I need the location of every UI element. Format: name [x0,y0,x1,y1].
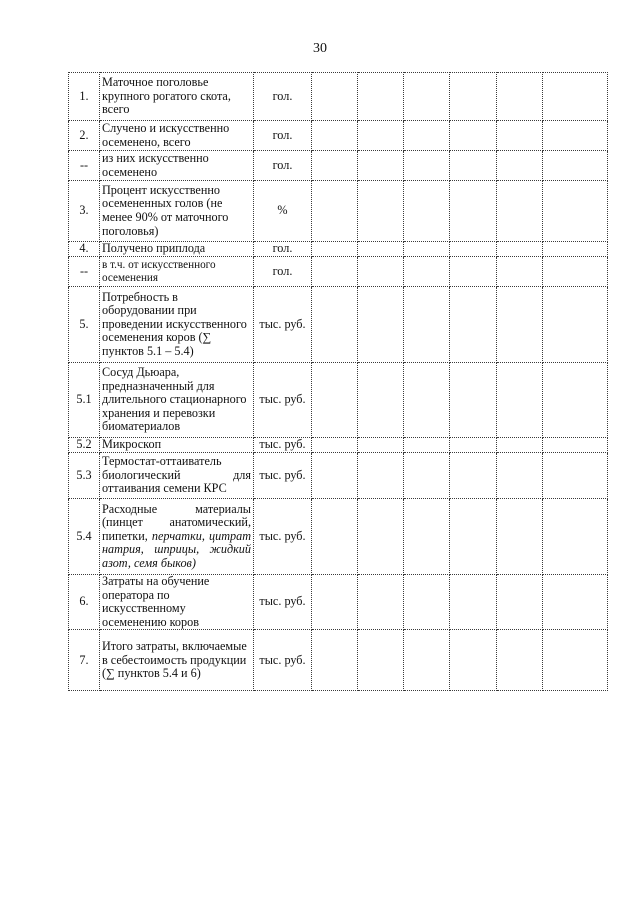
row-description-plain: Расходные материалы (пинцет анатомический, пипетки, [102,501,251,543]
row-description: Процент искусственно осемененных голов (не менее 90% от маточного поголовья) [100,181,254,242]
value-cell[interactable] [497,181,543,242]
row-number: -- [69,151,100,181]
row-description: в т.ч. от искусственного осеменения [100,257,254,287]
row-description: Получено приплода [100,242,254,257]
row-description: Микроскоп [100,438,254,453]
value-cell[interactable] [358,151,404,181]
value-cell[interactable] [497,499,543,575]
row-unit: тыс. руб. [254,287,312,363]
value-cell[interactable] [404,363,450,438]
value-cell[interactable] [497,453,543,499]
row-description: Затраты на обучение оператора по искусственному осеменению коров [100,575,254,630]
row-unit: гол. [254,121,312,151]
row-description: Потребность в оборудовании при проведении искусственного осеменения коров (∑ пунктов 5.1 – 5.4) [100,287,254,363]
value-cell[interactable] [543,499,608,575]
value-cell[interactable] [404,181,450,242]
table-row [69,257,608,287]
value-cell[interactable] [450,453,497,499]
value-cell[interactable] [404,438,450,453]
row-number: 7. [69,630,100,691]
value-cell[interactable] [543,630,608,691]
value-cell[interactable] [358,630,404,691]
row-description: Итого затраты, включаемые в себестоимость продукции (∑ пунктов 5.4 и 6) [100,630,254,691]
value-cell[interactable] [312,363,358,438]
value-cell[interactable] [497,287,543,363]
value-cell[interactable] [404,121,450,151]
value-cell[interactable] [312,630,358,691]
table-row [69,181,608,242]
value-cell[interactable] [497,73,543,121]
value-cell[interactable] [358,287,404,363]
value-cell[interactable] [312,499,358,575]
value-cell[interactable] [543,242,608,257]
value-cell[interactable] [543,438,608,453]
table-row [69,575,608,630]
table-row [69,363,608,438]
row-unit: тыс. руб. [254,575,312,630]
value-cell[interactable] [543,73,608,121]
value-cell[interactable] [358,453,404,499]
value-cell[interactable] [312,257,358,287]
value-cell[interactable] [358,121,404,151]
value-cell[interactable] [543,453,608,499]
value-cell[interactable] [312,151,358,181]
value-cell[interactable] [404,287,450,363]
row-description: Маточное поголовье крупного рогатого скота, всего [100,73,254,121]
row-unit: гол. [254,73,312,121]
table-row [69,630,608,691]
value-cell[interactable] [312,287,358,363]
value-cell[interactable] [312,438,358,453]
value-cell[interactable] [358,257,404,287]
value-cell[interactable] [450,499,497,575]
value-cell[interactable] [450,73,497,121]
value-cell[interactable] [358,575,404,630]
value-cell[interactable] [312,73,358,121]
value-cell[interactable] [543,257,608,287]
value-cell[interactable] [312,242,358,257]
row-number: 5.3 [69,453,100,499]
row-unit: тыс. руб. [254,438,312,453]
value-cell[interactable] [497,242,543,257]
value-cell[interactable] [312,121,358,151]
row-description: Сосуд Дьюара, предназначенный для длительного стационарного хранения и перевозки биоматериалов [100,363,254,438]
value-cell[interactable] [450,630,497,691]
row-unit: тыс. руб. [254,499,312,575]
value-cell[interactable] [358,73,404,121]
row-number: 4. [69,242,100,257]
table-row [69,151,608,181]
value-cell[interactable] [312,181,358,242]
row-unit: гол. [254,151,312,181]
value-cell[interactable] [450,121,497,151]
value-cell[interactable] [404,257,450,287]
table-row [69,121,608,151]
table-row [69,287,608,363]
value-cell[interactable] [404,73,450,121]
row-unit: гол. [254,242,312,257]
row-number: -- [69,257,100,287]
value-cell[interactable] [543,121,608,151]
row-description: из них искусственно осеменено [100,151,254,181]
value-cell[interactable] [497,630,543,691]
value-cell[interactable] [404,453,450,499]
value-cell[interactable] [450,575,497,630]
value-cell[interactable] [404,575,450,630]
value-cell[interactable] [543,287,608,363]
row-description: Случено и искусственно осеменено, всего [100,121,254,151]
value-cell[interactable] [358,499,404,575]
row-description: Термостат-оттаиватель биологический для оттаивания семени КРС [100,453,254,499]
value-cell[interactable] [404,499,450,575]
value-cell[interactable] [497,151,543,181]
row-description-italic: перчатки, цитрат натрия, шприцы, жидкий азот, семя быков) [102,528,252,570]
row-number: 2. [69,121,100,151]
row-number: 5.2 [69,438,100,453]
table-row [69,73,608,121]
row-unit: тыс. руб. [254,630,312,691]
value-cell[interactable] [497,575,543,630]
row-number: 5. [69,287,100,363]
table-row [69,242,608,257]
value-cell[interactable] [404,630,450,691]
value-cell[interactable] [358,181,404,242]
table-row [69,499,608,575]
row-description [100,499,254,575]
value-cell[interactable] [358,242,404,257]
value-cell[interactable] [543,575,608,630]
value-cell[interactable] [450,287,497,363]
value-cell[interactable] [312,575,358,630]
table-row [69,438,608,453]
value-cell[interactable] [543,363,608,438]
value-cell[interactable] [358,438,404,453]
value-cell[interactable] [543,181,608,242]
value-cell[interactable] [450,363,497,438]
row-unit: гол. [254,257,312,287]
value-cell[interactable] [358,363,404,438]
value-cell[interactable] [312,453,358,499]
value-cell[interactable] [497,438,543,453]
value-cell[interactable] [497,363,543,438]
value-cell[interactable] [497,257,543,287]
value-cell[interactable] [450,242,497,257]
row-number: 1. [69,73,100,121]
row-number: 3. [69,181,100,242]
value-cell[interactable] [404,242,450,257]
row-unit: тыс. руб. [254,363,312,438]
page-number: 30 [313,41,327,56]
value-cell[interactable] [450,257,497,287]
value-cell[interactable] [450,181,497,242]
value-cell[interactable] [497,121,543,151]
value-cell[interactable] [450,438,497,453]
table-row [69,453,608,499]
data-table [68,72,608,691]
value-cell[interactable] [404,151,450,181]
row-number: 6. [69,575,100,630]
value-cell[interactable] [543,151,608,181]
row-unit: тыс. руб. [254,453,312,499]
value-cell[interactable] [450,151,497,181]
row-number: 5.1 [69,363,100,438]
row-number: 5.4 [69,499,100,575]
row-unit: % [254,181,312,242]
